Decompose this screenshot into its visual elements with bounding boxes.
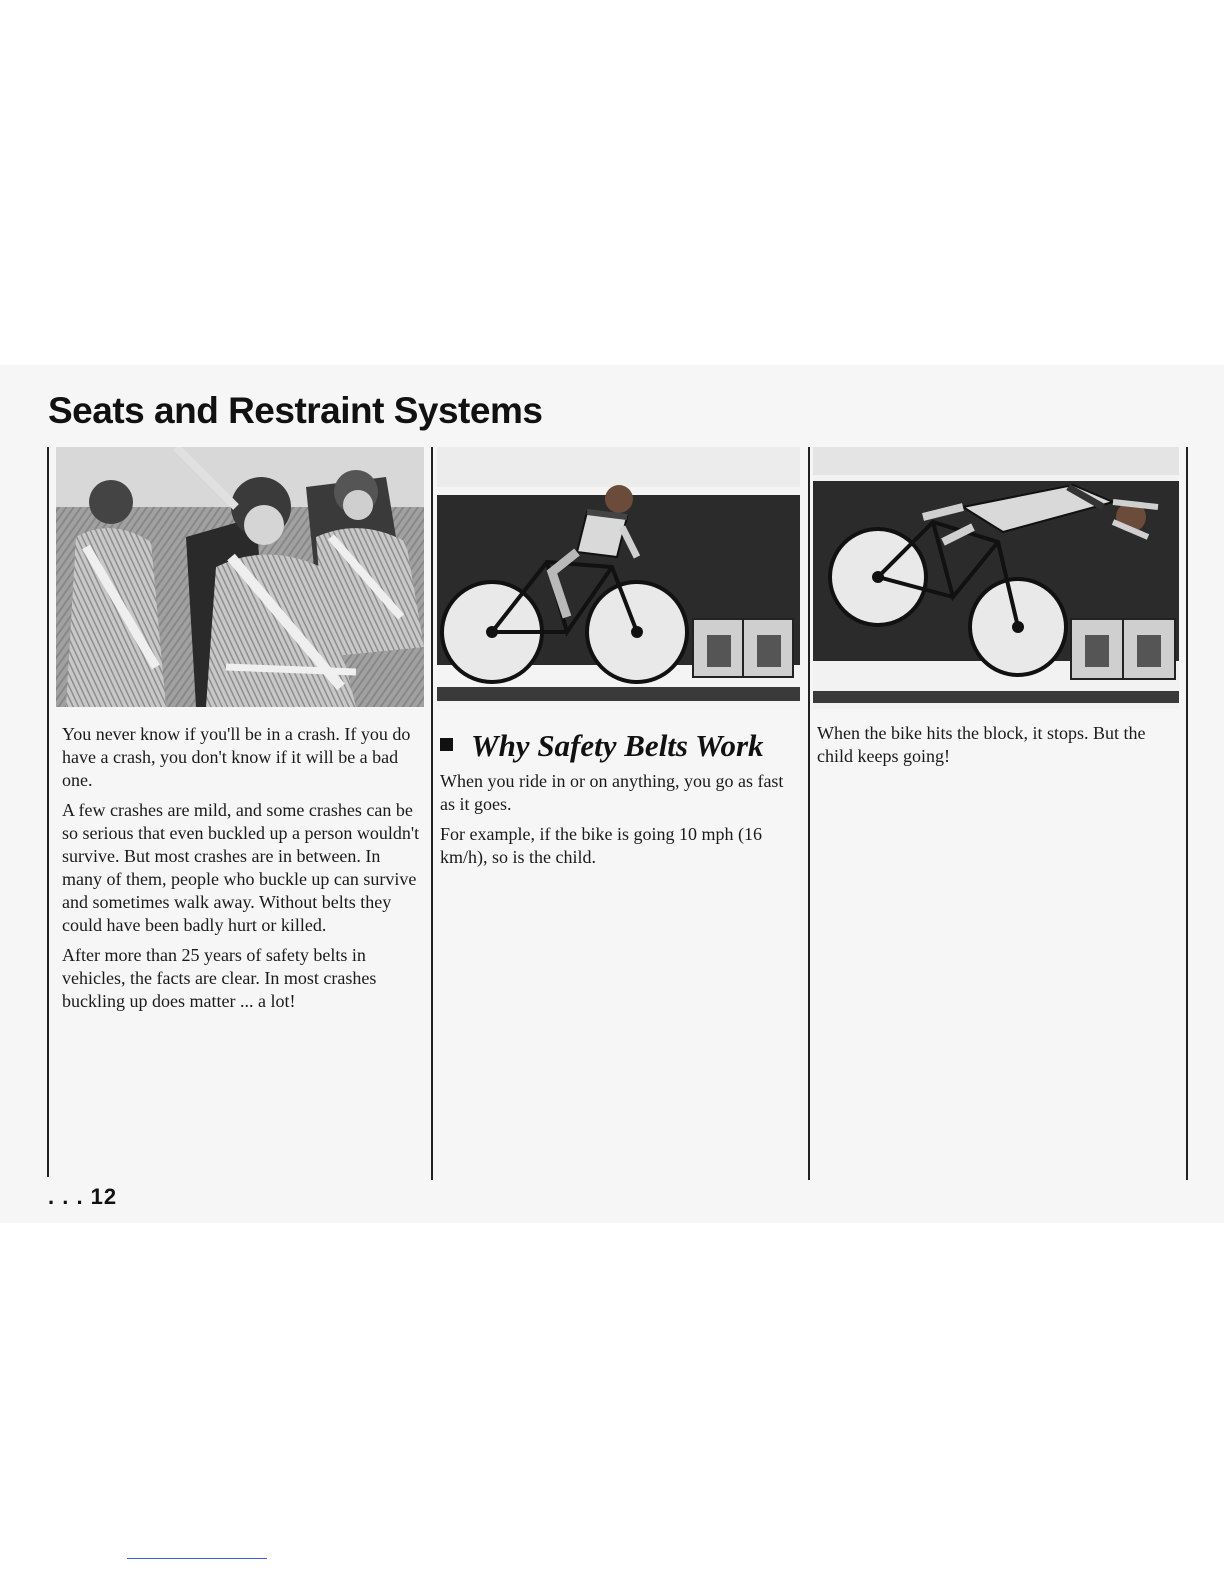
- child-on-bike-illustration: [437, 447, 800, 709]
- column-divider-right: [1186, 447, 1188, 1180]
- column-divider-left: [47, 447, 49, 1177]
- why-safety-belts-work-heading: [440, 728, 764, 764]
- column-divider-2: [808, 447, 810, 1180]
- paragraph: You never know if you'll be in a crash. If you do have a crash, you don't know if it will be a bad one.: [62, 724, 411, 790]
- bottom-link-underline: [127, 1558, 267, 1559]
- bullet-square-icon: [440, 738, 453, 751]
- paragraph: When the bike hits the block, it stops. But the child keeps going!: [817, 723, 1146, 766]
- child-thrown-illustration: [813, 447, 1179, 709]
- subhead-text: Why Safety Belts Work: [471, 728, 764, 763]
- section-title: Seats and Restraint Systems: [48, 390, 543, 431]
- belted-occupants-illustration: [56, 447, 424, 707]
- column-divider-1: [431, 447, 433, 1180]
- paragraph: After more than 25 years of safety belts in vehicles, the facts are clear. In most crashes buckling up does matter ... a lot!: [62, 945, 377, 1011]
- paragraph: For example, if the bike is going 10 mph (16 km/h), so is the child.: [440, 824, 762, 867]
- paragraph: When you ride in or on anything, you go as fast as it goes.: [440, 771, 784, 814]
- paragraph: A few crashes are mild, and some crashes can be so serious that even buckled up a person wouldn't survive. But most crashes are in between. In many of them, people who buckle up can survive and sometimes walk away. Without belts they could have been badly hurt or killed.: [62, 800, 420, 935]
- page-number: . . . 12: [48, 1184, 118, 1209]
- column-2-text: [440, 770, 795, 876]
- column-3-text: [817, 722, 1179, 775]
- column-1-text: [62, 723, 422, 1020]
